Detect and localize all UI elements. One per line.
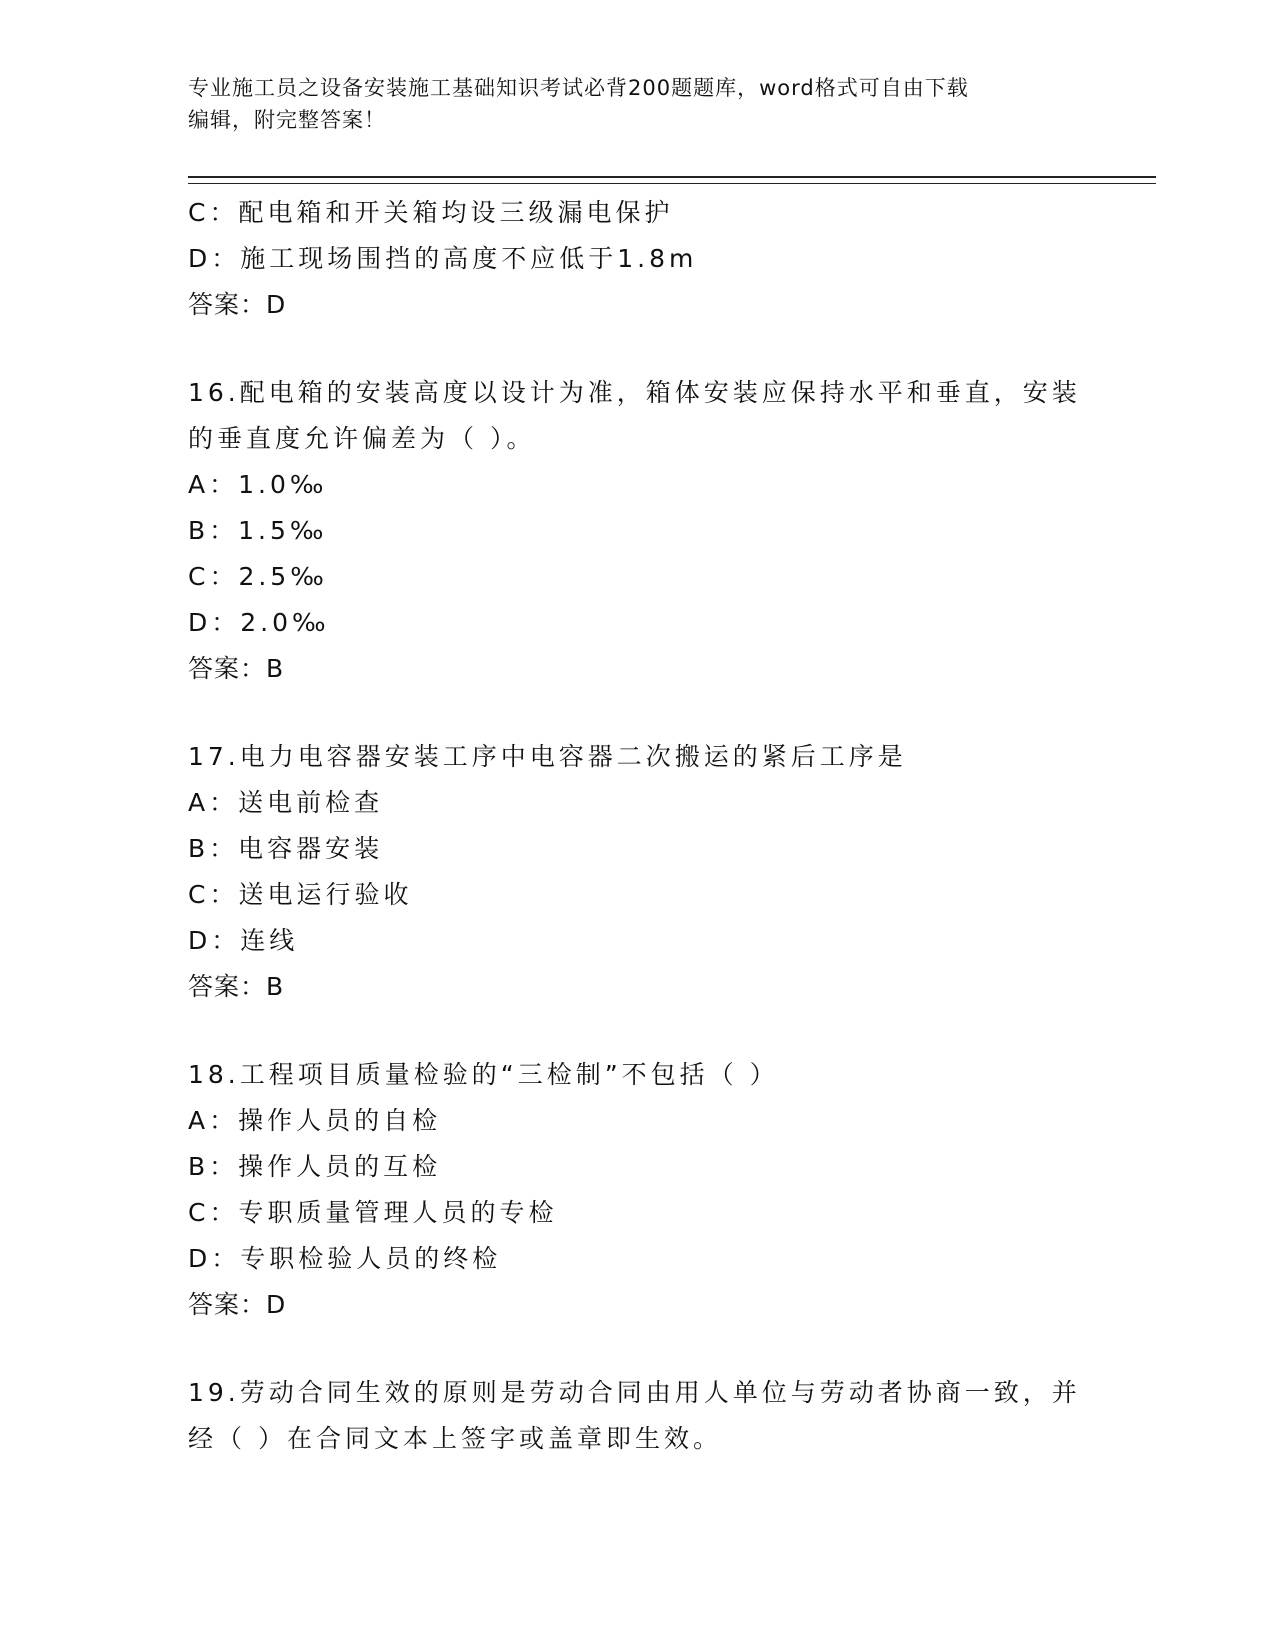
option-line: B：1.5‰: [188, 516, 328, 545]
header-divider-bottom: [188, 183, 1156, 184]
option-line: A：送电前检查: [188, 788, 384, 817]
question-text: 16.配电箱的安装高度以设计为准，箱体安装应保持水平和垂直，安装: [188, 378, 1081, 407]
option-line: C：2.5‰: [188, 562, 328, 591]
document-header: 专业施工员之设备安装施工基础知识考试必背200题题库，word格式可自由下载 编辑，附完整答案！: [188, 76, 969, 132]
section-gap: [188, 328, 1088, 370]
answer-line: 答案：B: [188, 972, 285, 1001]
section-gap: [188, 1328, 1088, 1370]
answer-line: 答案：B: [188, 654, 285, 683]
option-line: C：配电箱和开关箱均设三级漏电保护: [188, 198, 674, 227]
section-gap: [188, 692, 1088, 734]
question-text: 18.工程项目质量检验的“三检制”不包括（ ）: [188, 1060, 779, 1089]
question-text: 17.电力电容器安装工序中电容器二次搬运的紧后工序是: [188, 742, 907, 771]
answer-line: 答案：D: [188, 1290, 287, 1319]
option-line: D：专职检验人员的终检: [188, 1244, 502, 1273]
option-line: B：电容器安装: [188, 834, 384, 863]
question-text: 经（ ）在合同文本上签字或盖章即生效。: [188, 1424, 722, 1453]
question-text: 的垂直度允许偏差为（ ）。: [188, 424, 536, 453]
option-line: C：专职质量管理人员的专检: [188, 1198, 558, 1227]
option-line: D：2.0‰: [188, 608, 330, 637]
option-line: A：操作人员的自检: [188, 1106, 442, 1135]
option-line: C：送电运行验收: [188, 880, 413, 909]
question-text: 19.劳动合同生效的原则是劳动合同由用人单位与劳动者协商一致，并: [188, 1378, 1081, 1407]
option-line: A：1.0‰: [188, 470, 328, 499]
option-line: D：连线: [188, 926, 299, 955]
option-line: D：施工现场围挡的高度不应低于1.8m: [188, 244, 698, 273]
option-line: B：操作人员的互检: [188, 1152, 442, 1181]
question-list: [188, 190, 1088, 1462]
header-divider-top: [188, 176, 1156, 178]
section-gap: [188, 1010, 1088, 1052]
answer-line: 答案：D: [188, 290, 287, 319]
